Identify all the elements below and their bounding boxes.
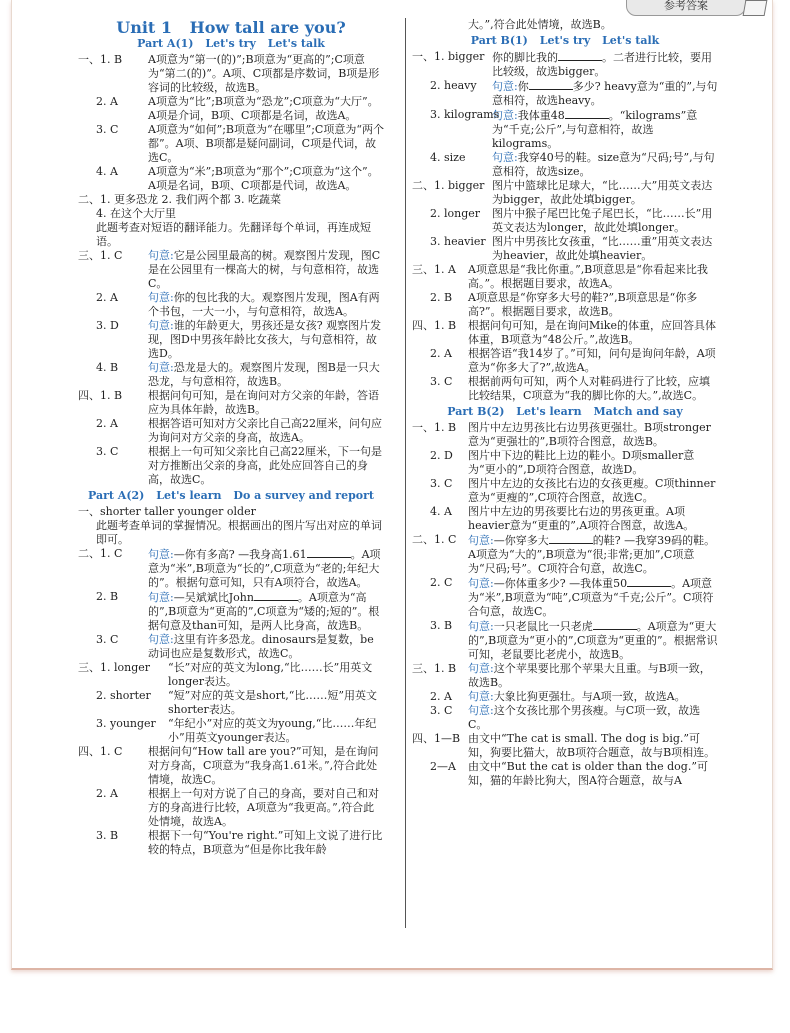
sentence-meaning-tag: 句意: [148,361,174,374]
answer-text [468,421,718,449]
answer-number: 四、1. B [78,389,123,402]
answer-text [468,319,718,347]
column-divider [405,18,406,928]
part-label: Part B(2) [447,405,505,418]
answer-row [412,179,718,207]
answer-text [148,745,384,787]
left-column [78,18,384,857]
answer-number: 3. C [430,704,453,717]
answer-row [412,690,718,704]
answer-text [148,95,384,123]
answer-text-part: 图片中篮球比足球大，“比……大”用英文表达为bigger，故此处填bigger。 [492,179,713,206]
answer-text-part: “短”对应的英文是short,“比……短”用英文shorter表达。 [168,689,378,716]
header-tab-label: 参考答案 [664,0,708,12]
answer-number: 2—A [430,760,456,773]
sentence-meaning-tag: 句意: [468,662,494,675]
section-1 [78,53,384,193]
answer-number: 3. kilograms [430,108,500,121]
answer-text-part: 由文中“But the cat is older than the dog.”可知，猫的年龄比狗大，图A符合题意，故与A [468,760,708,787]
unit-number: Unit 1 [116,18,173,37]
answer-number: 2. A [96,417,118,430]
answer-number: 2. C [430,576,453,589]
answer-text [492,50,718,79]
right-column [412,18,718,788]
answer-text-part: 根据下一句“You're right.”可知上文说了进行比较的特点，B项意为“但是你比我年龄 [148,829,383,856]
answer-text-part: 根据问句可知，是在询问Mike的体重，应回答具体体重，B项意为“48公斤。”,故选B。 [468,319,716,346]
header-tab [626,0,746,16]
answer-row [78,165,384,193]
answer-text-part: 。A项意为“米”,B项意为“吨”,C项意为“千克;公斤”。C项符合句意，故选C。 [468,577,714,618]
answer-text-part: 。A项意为“高的”,B项意为“更高的”,C项意为“矮的;短的”。根据句意及than可知，是两人比身高，故选B。 [148,591,380,632]
answer-text [492,207,718,235]
answer-text [468,576,718,619]
answer-row [412,375,718,403]
answer-number: 3. C [96,123,119,136]
answer-text-part: A项意思是“你穿多大号的鞋?”,B项意思是“你多高?”。根据题目要求，故选B。 [468,291,698,318]
section-3 [78,249,384,389]
answer-text [492,79,718,108]
answer-text [148,829,384,857]
answer-row [412,108,718,151]
answer-text [468,505,718,533]
part-label: Match and say [593,405,683,418]
answer-row [78,249,384,291]
answer-text-part: —你体重多少? —我体重50 [493,577,628,590]
answer-text [468,449,718,477]
answer-text-part: 。二者进行比较，要用比较级，故选bigger。 [492,51,712,78]
answer-row [412,151,718,179]
answer-text [148,445,384,487]
section-2 [412,179,718,263]
sentence-meaning-tag: 句意: [148,633,174,646]
answer-number: 2. A [96,291,118,304]
section-4 [412,319,718,403]
answer-text [168,717,384,745]
answer-row [78,590,384,633]
sentence-meaning-tag: 句意: [148,249,174,262]
answer-row [412,576,718,619]
answer-number: 三、1. A [412,263,456,276]
answer-text [468,477,718,505]
section-7 [78,661,384,745]
answer-text [468,375,718,403]
answer-text [468,619,718,662]
answer-number: 二、1. C [78,547,123,560]
answer-row [412,421,718,449]
answer-text-part: A项意为“米”;B项意为“那个”;C项意为“这个”。A项是名词，B项、C项都是代词，故选A。 [148,165,379,192]
answer-number: 2. A [96,787,118,800]
answer-row [412,79,718,108]
answer-text [148,787,384,829]
answer-number: 4. A [96,165,118,178]
answer-text [468,704,718,732]
answer-number: 3. C [430,375,453,388]
answer-text [148,319,384,361]
part-label: Let's talk [267,37,325,50]
answer-row [412,662,718,690]
answer-row [78,829,384,857]
part-label: Let's try [539,34,591,47]
answer-text-part: 你的包比我的大。观察图片发现，图A有两个书包，一大一小，与句意相符，故选A。 [148,291,380,318]
section-7 [412,662,718,732]
answer-text-part: 的鞋? —我穿39码的鞋。A项意为“大的”,B项意为“很;非常;更加”,C项意为“尺码;号”。C项符合句意，故选C。 [468,534,716,575]
answer-text [148,53,384,95]
answer-number: 一、1. B [412,421,457,434]
part-label: Part A(1) [137,37,194,50]
answer-line: 二、1. 更多恐龙 2. 我们两个都 3. 吃蔬菜 [78,193,281,206]
answer-row [78,319,384,361]
document-icon [743,0,768,16]
part-label: Part B(1) [470,34,528,47]
unit-title [78,18,384,37]
answer-row [78,717,384,745]
answer-text-part: 这个女孩比那个男孩瘦。与C项一致，故选C。 [468,704,701,731]
part-label: Let's learn [516,405,582,418]
section-2 [78,193,384,249]
answer-row [412,235,718,263]
answer-row [78,445,384,487]
part-label: Do a survey and report [233,489,375,502]
answer-row [412,704,718,732]
fill-blank [529,79,573,90]
answer-text-part: 大象比狗更强壮。与A项一致，故选A。 [493,690,686,703]
answer-number: 二、1. bigger [412,179,485,192]
fill-blank [627,576,671,587]
answer-row [78,291,384,319]
answer-text-part: 这里有许多恐龙。dinosaurs是复数，be动词也应是复数形式，故选C。 [148,633,374,660]
fill-blank [549,533,593,544]
answer-text [148,165,384,193]
answer-number: 一、1. bigger [412,50,485,63]
answer-text [468,263,718,291]
answer-number: 2. longer [430,207,481,220]
part-heading-b1 [412,34,718,48]
answer-text-part: 由文中“The cat is small. The dog is big.”可知，狗要比猫大，故B项符合题意，故与B项相连。 [468,732,716,759]
fill-blank [593,619,637,630]
answer-text [148,417,384,445]
sentence-meaning-tag: 句意: [148,548,174,561]
answer-text [468,347,718,375]
answer-text-part: 根据答语“我14岁了。”可知，问句是询问年龄，A项意为“你多大了?”,故选A。 [468,347,716,374]
sentence-meaning-tag: 句意: [492,109,518,122]
answer-text [468,732,718,760]
explanation: 此题考查单词的掌握情况。根据画出的图片写出对应的单词即可。 [96,519,382,546]
answer-text [492,179,718,207]
answer-number: 4. B [96,361,119,374]
answer-row [78,417,384,445]
answer-row [78,53,384,95]
answer-page [11,0,773,970]
answer-text-part: 根据答语可知对方父亲比自己高22厘米，问句应为询问对方父亲的身高，故选A。 [148,417,382,444]
sentence-meaning-tag: 句意: [148,291,174,304]
answer-text [148,123,384,165]
answer-text-part: 你的脚比我的 [492,51,558,64]
answer-text [168,689,384,717]
answer-text [492,151,718,179]
sentence-meaning-tag: 句意: [148,591,174,604]
answer-row [78,361,384,389]
part-label: Let's talk [602,34,660,47]
answer-text [148,249,384,291]
answer-text [492,235,718,263]
answer-text-part: 恐龙是大的。观察图片发现，图B是一只大恐龙，与句意相符，故选B。 [148,361,380,388]
answer-text-part: 。A项意为“米”,B项意为“长的”,C项意为“老的;年纪大的”。根据句意可知，只有A项符合，故选A。 [148,548,381,589]
answer-text [468,690,718,704]
sentence-meaning-tag: 句意: [148,319,174,332]
answer-row [412,207,718,235]
answer-text [148,590,384,633]
part-heading-a2 [78,489,384,503]
part-heading-a1 [78,37,384,51]
answer-text [468,662,718,690]
answer-number: 四、1. B [412,319,457,332]
fill-blank [565,108,609,119]
answer-number: 2. heavy [430,79,477,92]
answer-number: 2. shorter [96,689,151,702]
answer-row [412,291,718,319]
answer-number: 3. C [96,633,119,646]
sentence-meaning-tag: 句意: [468,534,494,547]
answer-number: 3. B [430,619,453,632]
section-8 [78,745,384,857]
answer-number: 3. C [96,445,119,458]
fill-blank [558,50,602,61]
answer-number: 2. D [430,449,453,462]
section-5 [412,421,718,533]
answer-text-part: 根据前两句可知，两个人对鞋码进行了比较，应填比较结果，C项意为“我的脚比你的大。”,故选C。 [468,375,710,402]
part-label: Let's try [205,37,256,50]
answer-text [148,547,384,590]
answer-text [148,633,384,661]
answer-text-part: A项意为“如何”;B项意为“在哪里”;C项意为“两个都”。A项、B项都是疑问副词，C项是代词，故选C。 [148,123,384,164]
section-3 [412,263,718,319]
answer-number: 三、1. longer [78,661,151,674]
answer-number: 二、1. C [412,533,457,546]
answer-row [412,263,718,291]
sentence-meaning-tag: 句意: [468,690,494,703]
section-8 [412,732,718,788]
answer-row [412,319,718,347]
answer-row [78,547,384,590]
answer-number: 4. size [430,151,466,164]
answer-text-part: “年纪小”对应的英文为young,“比……年纪小”用英文younger表达。 [168,717,377,744]
answer-text-part: 根据问句“How tall are you?”可知，是在询问对方身高，C项意为“我身高1.61米。”,符合此处情境，故选C。 [148,745,379,786]
answer-number: 2. A [430,690,452,703]
fill-blank [254,590,298,601]
answer-number: 三、1. C [78,249,123,262]
answer-text-part: 图片中左边的男孩要比右边的男孩更重。A项heavier意为“更重的”,A项符合图意，故选A。 [468,505,695,532]
answer-text-part: 图片中左边的女孩比右边的女孩更瘦。C项thinner意为“更瘦的”,C项符合图意，故选C。 [468,477,716,504]
answer-row [412,533,718,576]
section-4 [78,389,384,487]
sentence-meaning-tag: 句意: [468,704,494,717]
answer-text [148,389,384,417]
part-heading-b2 [412,405,718,419]
part-label: Let's learn [156,489,222,502]
answer-number: 2. B [430,291,453,304]
answer-text-part: 图片中猴子尾巴比兔子尾巴长，“比……长”用英文表达为longer，故此处填longer。 [492,207,713,234]
answer-number: 3. B [96,829,119,842]
answer-row [412,505,718,533]
answer-row [412,50,718,79]
continued-text: 大。”,符合此处情境，故选B。 [468,18,612,31]
answer-number: 四、1—B [412,732,461,745]
answer-row [412,760,718,788]
answer-number: 2. A [430,347,452,360]
section-5 [78,505,384,547]
answer-text [468,760,718,788]
answer-text-part: “长”对应的英文为long,“比……长”用英文longer表达。 [168,661,373,688]
answer-row [78,633,384,661]
answer-text-part: 根据上一句可知父亲比自己高22厘米，下一句是对方推断出父亲的身高，此处应回答自己的身高，故选C。 [148,445,382,486]
answer-text-part: A项意为“比”;B项意为“恐龙”;C项意为“大厅”。A项是介词，B项、C项都是名词，故选A。 [148,95,379,122]
answer-text-part: 谁的年龄更大，男孩还是女孩? 观察图片发现，图D中男孩年龄比女孩大，与句意相符，故选D。 [148,319,382,360]
answer-text-part: 根据上一句对方说了自己的身高，要对自己和对方的身高进行比较，A项意为“我更高。”,符合此处情境，故选A。 [148,787,379,828]
answer-text [148,291,384,319]
answer-text-part: 你 [517,80,529,93]
answer-row [412,477,718,505]
answer-number: 3. D [96,319,119,332]
answer-text-part: A项意思是“我比你重。”,B项意思是“你看起来比我高。”。根据题目要求，故选A。 [468,263,708,290]
answer-number: 一、1. B [78,53,123,66]
sentence-meaning-tag: 句意: [468,577,494,590]
answer-text-part: 图片中下边的鞋比上边的鞋小。D项smaller意为“更小的”,D项符合图意，故选D。 [468,449,695,476]
answer-row [412,619,718,662]
answer-number: 四、1. C [78,745,123,758]
answer-text-part: —你有多高? —我身高1.61 [173,548,307,561]
answer-row [78,95,384,123]
answer-number: 3. younger [96,717,156,730]
answer-row [412,347,718,375]
answer-text-part: 根据问句可知，是在询问对方父亲的年龄，答语应为具体年龄，故选B。 [148,389,379,416]
answer-row [412,449,718,477]
answer-row [412,732,718,760]
part-label: Part A(2) [87,489,145,502]
answer-text-part: 我体重48 [517,109,565,122]
fill-blank [307,547,351,558]
answer-text-part: 一只老鼠比一只老虎 [493,620,593,633]
answer-text-part: 。A项意为“更大的”,B项意为“更小的”,C项意为“更重的”。根据常识可知，老鼠要比老虎小，故选B。 [468,620,718,661]
answer-text-part: 这个苹果要比那个苹果大且重。与B项一致，故选B。 [468,662,711,689]
answer-number: 3. C [430,477,453,490]
section-1 [412,50,718,179]
section-6 [78,547,384,661]
answer-text-part: 。“kilograms”意为“千克;公斤”,与句意相符，故选kilograms。 [492,109,698,150]
answer-text-part: 多少? heavy意为“重的”,与句意相符，故选heavy。 [492,80,718,107]
section-6 [412,533,718,662]
answer-row [78,123,384,165]
answer-number: 三、1. B [412,662,457,675]
answer-text [468,533,718,576]
answer-number: 2. A [96,95,118,108]
answer-text-part: 图片中男孩比女孩重，“比……重”用英文表达为heavier，故此处填heavier。 [492,235,713,262]
answer-number: 4. A [430,505,452,518]
answer-line: 4. 在这个大厅里 [96,207,176,220]
unit-name: How tall are you? [189,18,346,37]
answer-row [78,661,384,689]
answer-text-part: —吴斌斌比John [173,591,254,604]
answer-row [78,389,384,417]
answer-text-part: 我穿40号的鞋。size意为“尺码;号”,与句意相符，故选size。 [492,151,715,178]
answer-text-part: A项意为“第一(的)”;B项意为“更高的”;C项意为“第二(的)”。A项、C项都是序数词，B项是形容词的比较级，故选B。 [148,53,380,94]
answer-text-part: —你穿多大 [493,534,549,547]
answer-line: 一、shorter taller younger older [78,505,256,518]
answer-text-part: 它是公园里最高的树。观察图片发现，图C是在公园里有一棵高大的树，与句意相符，故选C。 [148,249,381,290]
answer-text-part: 图片中左边男孩比右边男孩更强壮。B项stronger意为“更强壮的”,B项符合图意，故选B。 [468,421,711,448]
answer-number: 3. heavier [430,235,486,248]
answer-number: 2. B [96,590,119,603]
answer-row [78,787,384,829]
answer-text [468,291,718,319]
answer-text [492,108,718,151]
answer-row [78,689,384,717]
answer-row [78,745,384,787]
sentence-meaning-tag: 句意: [468,620,494,633]
answer-text [168,661,384,689]
sentence-meaning-tag: 句意: [492,151,518,164]
answer-text [148,361,384,389]
explanation: 此题考查对短语的翻译能力。先翻译每个单词，再连成短语。 [96,221,371,248]
sentence-meaning-tag: 句意: [492,80,518,93]
